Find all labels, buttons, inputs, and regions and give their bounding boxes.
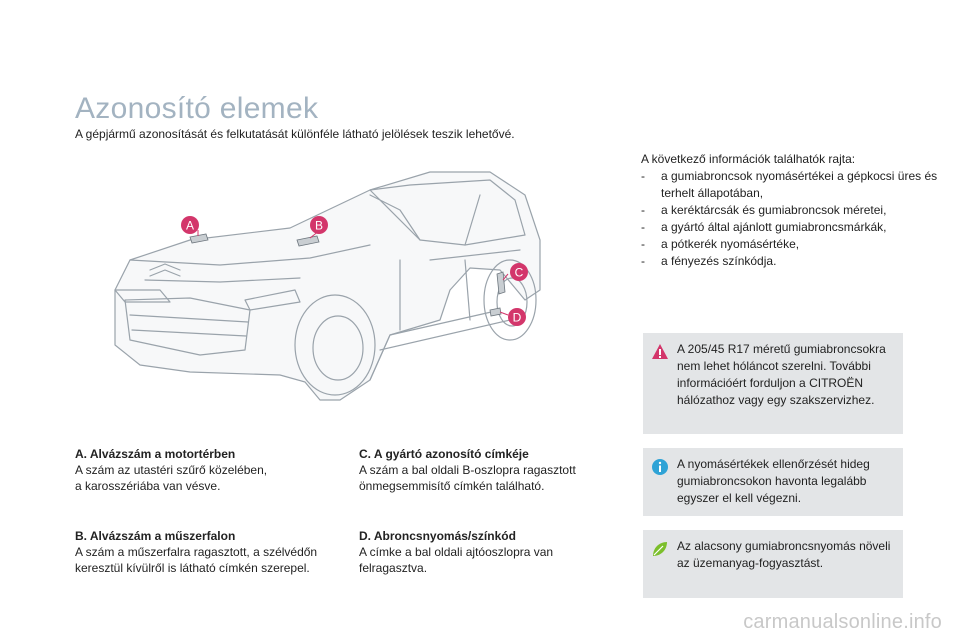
- page-title: Azonosító elemek: [75, 92, 319, 125]
- section-c: [359, 446, 576, 494]
- marker-c: [510, 263, 528, 281]
- list-item: - a gumiabroncsok nyomásértékei a gépkocsi üres és terhelt állapotában,: [641, 169, 938, 200]
- list-item: - a fényezés színkódja.: [641, 254, 777, 268]
- section-a-heading: A. Alvázszám a motortérben: [75, 447, 236, 461]
- marker-a: [181, 216, 199, 234]
- section-b-heading: B. Alvázszám a műszerfalon: [75, 529, 236, 543]
- marker-b: [310, 216, 328, 234]
- section-b: [75, 528, 317, 576]
- marker-c-label: C: [514, 265, 524, 280]
- list-item: - a gyártó által ajánlott gumiabroncsmárkák,: [641, 220, 887, 234]
- marker-d-label: D: [512, 310, 522, 325]
- warning-note: [643, 333, 903, 434]
- section-d-body1: A címke a bal oldali ajtóoszlopra van: [359, 545, 554, 559]
- marker-b-label: B: [314, 218, 324, 233]
- eco-note: [643, 530, 903, 598]
- car-illustration: [70, 150, 570, 450]
- marker-a-label: A: [185, 218, 195, 233]
- warning-icon: [651, 343, 669, 361]
- marker-d: [508, 308, 526, 326]
- warning-note-text: A 205/45 R17 méretű gumiabroncsokra nem lehet hóláncot szerelni. További információért forduljon a CITROËN hálózathoz vagy egy szakszervizhez.: [677, 342, 886, 407]
- section-b-body2: keresztül kívülről is látható címkén szerepel.: [75, 561, 310, 575]
- section-a: [75, 446, 267, 494]
- section-c-body1: A szám a bal oldali B-oszlopra ragasztott: [359, 463, 576, 477]
- section-b-body1: A szám a műszerfalra ragasztott, a szélvédőn: [75, 545, 318, 559]
- info-icon: [651, 458, 669, 476]
- page-subtitle: A gépjármű azonosítását és felkutatását különféle látható jelölések teszik lehetővé.: [75, 127, 515, 141]
- info-list: [641, 151, 941, 270]
- info-note: [643, 448, 903, 516]
- section-d: [359, 528, 553, 576]
- eco-note-text: Az alacsony gumiabroncsnyomás növeli az üzemanyag-fogyasztást.: [677, 539, 891, 570]
- eco-leaf-icon: [651, 540, 669, 558]
- info-note-text: A nyomásértékek ellenőrzését hideg gumiabroncsokon havonta legalább egyszer el kell végezni.: [677, 457, 870, 505]
- section-d-body2: felragasztva.: [359, 561, 428, 575]
- info-heading: A következő információk találhatók rajta:: [641, 152, 856, 166]
- section-c-heading: C. A gyártó azonosító címkéje: [359, 447, 529, 461]
- section-a-body2: a karosszériába van vésve.: [75, 479, 221, 493]
- list-item: - a pótkerék nyomásértéke,: [641, 237, 800, 251]
- section-a-body1: A szám az utastéri szűrő közelében,: [75, 463, 268, 477]
- section-c-body2: önmegsemmisítő címkén található.: [359, 479, 545, 493]
- watermark: carmanualsonline.info: [743, 611, 942, 633]
- list-item: - a keréktárcsák és gumiabroncsok méretei,: [641, 203, 887, 217]
- section-d-heading: D. Abroncsnyomás/színkód: [359, 529, 516, 543]
